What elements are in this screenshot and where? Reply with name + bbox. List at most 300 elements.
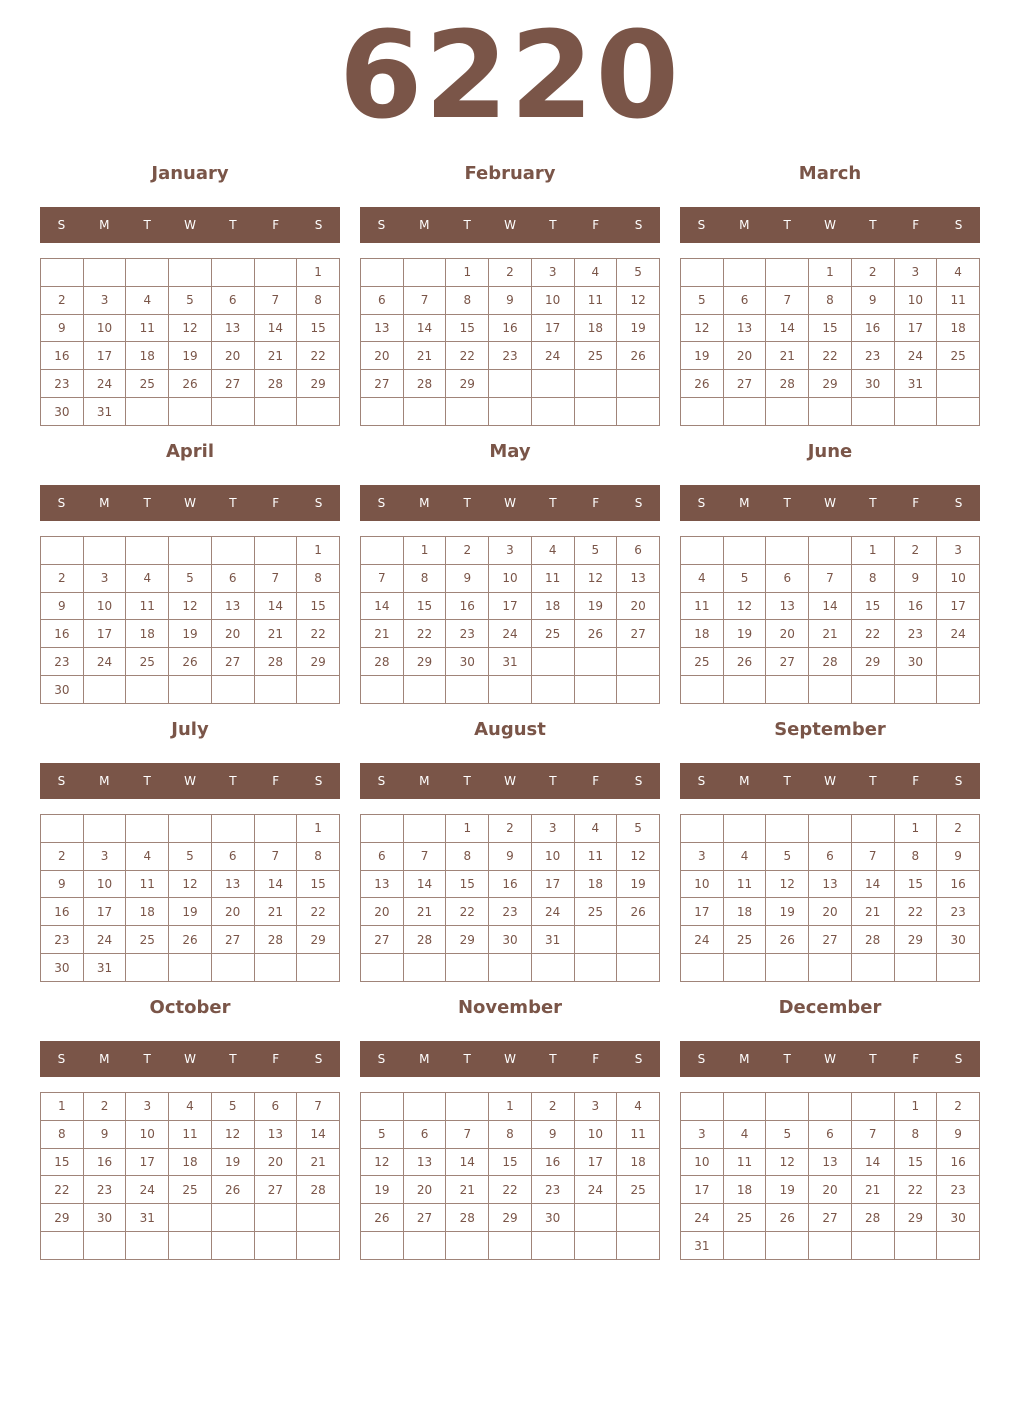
day-cell [937,370,980,398]
day-cell [211,676,254,704]
day-cell [809,815,852,843]
day-cell [403,398,446,426]
week-row [681,370,980,398]
day-cell: 22 [41,1176,84,1204]
day-cell: 4 [617,1093,660,1121]
weekday-header [360,485,660,521]
weekday-label: W [184,218,196,232]
day-cell: 28 [254,370,297,398]
day-cell: 15 [446,870,489,898]
day-cell: 26 [766,1204,809,1232]
day-cell: 18 [723,1176,766,1204]
weekday-label: F [912,774,920,788]
day-cell: 25 [169,1176,212,1204]
day-cell: 29 [446,370,489,398]
day-cell [211,259,254,287]
day-cell: 20 [361,898,404,926]
day-cell: 2 [41,842,84,870]
day-cell: 13 [766,592,809,620]
day-cell: 7 [446,1120,489,1148]
day-grid [680,814,980,982]
day-cell: 18 [531,592,574,620]
day-cell: 16 [41,342,84,370]
day-cell: 29 [297,926,340,954]
weekday-header [40,1041,340,1077]
day-cell: 8 [297,842,340,870]
day-cell: 30 [851,370,894,398]
week-row [41,1232,340,1260]
day-cell: 18 [126,620,169,648]
day-cell: 22 [297,620,340,648]
day-cell [617,1204,660,1232]
day-cell: 9 [41,314,84,342]
day-cell: 27 [361,370,404,398]
day-cell [681,1093,724,1121]
weekday-header [360,763,660,799]
day-cell [297,676,340,704]
weekday-label: T [463,496,471,510]
month-name: December [778,997,882,1018]
week-row [41,1120,340,1148]
day-cell: 7 [809,564,852,592]
day-cell: 5 [169,842,212,870]
weekday-label: F [912,1052,920,1066]
day-cell: 7 [403,286,446,314]
day-cell: 5 [681,286,724,314]
day-cell [254,1232,297,1260]
day-cell: 16 [41,620,84,648]
month-name: September [774,719,886,740]
week-row [681,1176,980,1204]
weekday-label: M [739,1052,750,1066]
day-cell: 7 [766,286,809,314]
day-cell: 13 [211,592,254,620]
week-row [681,1204,980,1232]
day-cell [574,1232,617,1260]
week-row [41,1176,340,1204]
day-cell: 18 [937,314,980,342]
day-cell [83,1232,126,1260]
week-row [41,842,340,870]
day-cell: 19 [766,1176,809,1204]
day-cell: 11 [681,592,724,620]
day-cell [617,954,660,982]
weekday-label: W [824,496,836,510]
day-cell: 21 [851,1176,894,1204]
day-cell [446,1232,489,1260]
day-cell [403,954,446,982]
day-cell: 23 [41,648,84,676]
day-cell [169,676,212,704]
day-cell: 24 [83,648,126,676]
weekday-label: W [504,774,516,788]
year-title: 6220 [339,7,681,146]
day-cell: 28 [809,648,852,676]
day-cell: 6 [211,564,254,592]
day-cell: 11 [723,870,766,898]
day-cell: 22 [851,620,894,648]
weekday-label: T [783,218,791,232]
day-cell: 19 [723,620,766,648]
day-cell: 12 [361,1148,404,1176]
day-cell: 6 [211,286,254,314]
week-row [361,537,660,565]
day-cell: 12 [681,314,724,342]
day-cell [211,954,254,982]
day-cell: 11 [574,842,617,870]
day-cell: 15 [297,314,340,342]
day-cell [681,259,724,287]
day-cell [489,676,532,704]
day-cell: 18 [681,620,724,648]
day-cell: 6 [403,1120,446,1148]
day-cell: 28 [403,926,446,954]
weekday-label: S [697,1052,706,1066]
day-cell: 3 [83,286,126,314]
week-row [681,1148,980,1176]
weekday-label: S [377,1052,386,1066]
day-cell: 8 [446,842,489,870]
day-cell: 9 [41,870,84,898]
weekday-label: S [954,1052,963,1066]
day-cell [169,1232,212,1260]
day-cell: 20 [211,620,254,648]
day-cell: 28 [851,1204,894,1232]
day-cell: 12 [617,842,660,870]
day-cell: 1 [403,537,446,565]
weekday-label: T [143,496,151,510]
day-cell [489,370,532,398]
day-cell [297,398,340,426]
week-row [361,1148,660,1176]
day-cell [83,815,126,843]
day-cell: 22 [297,342,340,370]
day-cell: 7 [254,842,297,870]
day-cell: 12 [574,564,617,592]
weekday-label: T [229,496,237,510]
day-cell: 3 [531,815,574,843]
week-row [681,648,980,676]
day-cell: 9 [894,564,937,592]
day-cell [169,398,212,426]
day-cell: 25 [723,1204,766,1232]
day-cell: 27 [403,1204,446,1232]
day-cell [41,1232,84,1260]
day-cell: 14 [403,870,446,898]
day-cell [766,537,809,565]
day-cell [169,259,212,287]
week-row [681,676,980,704]
day-cell: 10 [681,870,724,898]
day-cell [446,954,489,982]
day-cell [126,676,169,704]
day-cell: 18 [574,314,617,342]
weekday-label: S [697,774,706,788]
day-cell: 22 [809,342,852,370]
day-cell [681,954,724,982]
day-cell: 16 [83,1148,126,1176]
day-cell: 16 [894,592,937,620]
day-cell: 21 [254,620,297,648]
day-cell: 20 [617,592,660,620]
day-cell: 6 [361,842,404,870]
weekday-label: S [954,218,963,232]
weekday-label: S [634,218,643,232]
day-cell [681,815,724,843]
day-cell: 12 [766,870,809,898]
day-cell: 4 [169,1093,212,1121]
day-cell: 19 [211,1148,254,1176]
month-february [360,159,660,429]
day-cell [297,1204,340,1232]
week-row [41,398,340,426]
day-cell: 26 [361,1204,404,1232]
week-row [361,870,660,898]
weekday-label: W [184,774,196,788]
day-cell: 25 [574,342,617,370]
day-cell [574,954,617,982]
weekday-label: S [377,774,386,788]
day-cell: 9 [937,1120,980,1148]
day-cell [531,398,574,426]
day-cell: 11 [531,564,574,592]
day-cell: 12 [211,1120,254,1148]
day-cell: 27 [254,1176,297,1204]
day-cell: 20 [809,898,852,926]
day-cell: 9 [531,1120,574,1148]
week-row [41,676,340,704]
day-cell [851,1093,894,1121]
day-cell: 20 [211,342,254,370]
weekday-label: T [869,496,877,510]
day-grid [40,814,340,982]
day-cell: 4 [574,815,617,843]
weekday-header [680,763,980,799]
day-cell: 16 [489,314,532,342]
day-cell [723,259,766,287]
month-january [40,159,340,429]
day-cell [489,398,532,426]
day-cell: 3 [894,259,937,287]
day-cell [211,815,254,843]
day-cell: 21 [766,342,809,370]
day-cell [41,259,84,287]
day-cell: 27 [211,648,254,676]
day-cell [723,1232,766,1260]
weekday-label: S [57,496,66,510]
day-cell: 13 [361,870,404,898]
day-cell: 17 [83,898,126,926]
day-cell: 2 [851,259,894,287]
day-cell: 10 [681,1148,724,1176]
day-cell: 20 [766,620,809,648]
day-cell [681,676,724,704]
week-row [681,314,980,342]
day-cell [254,537,297,565]
day-cell: 23 [83,1176,126,1204]
month-june [680,437,980,707]
weekday-label: T [869,1052,877,1066]
weekday-label: M [99,496,110,510]
day-cell [809,954,852,982]
day-cell: 2 [937,815,980,843]
day-cell [83,537,126,565]
month-name: November [457,997,563,1018]
day-grid [40,1092,340,1260]
weekday-header [360,1041,660,1077]
weekday-label: T [143,774,151,788]
week-row [681,1232,980,1260]
day-cell [126,537,169,565]
day-cell: 15 [489,1148,532,1176]
week-row [681,342,980,370]
day-cell: 15 [446,314,489,342]
day-cell: 13 [809,870,852,898]
weekday-label: F [912,218,920,232]
week-row [41,1204,340,1232]
day-cell: 9 [489,286,532,314]
day-cell [169,815,212,843]
weekday-label: T [549,1052,557,1066]
day-cell: 4 [723,1120,766,1148]
day-cell: 5 [617,259,660,287]
day-cell: 12 [723,592,766,620]
weekday-label: F [592,774,600,788]
day-cell: 25 [723,926,766,954]
day-cell: 14 [254,314,297,342]
day-cell: 1 [297,815,340,843]
week-row [361,926,660,954]
weekday-label: S [634,496,643,510]
weekday-label: W [184,1052,196,1066]
day-cell: 25 [937,342,980,370]
day-cell: 14 [851,1148,894,1176]
day-cell: 2 [531,1093,574,1121]
day-cell: 14 [766,314,809,342]
day-cell: 23 [851,342,894,370]
day-cell: 2 [41,286,84,314]
day-cell: 27 [211,926,254,954]
day-cell: 10 [894,286,937,314]
day-cell: 22 [446,898,489,926]
day-cell: 10 [126,1120,169,1148]
day-cell: 5 [766,1120,809,1148]
week-row [681,898,980,926]
day-cell: 19 [617,870,660,898]
day-cell: 20 [403,1176,446,1204]
day-cell [531,1232,574,1260]
day-cell [617,1232,660,1260]
weekday-label: F [592,218,600,232]
day-cell: 3 [531,259,574,287]
day-cell: 24 [83,926,126,954]
day-cell: 28 [254,926,297,954]
day-cell [766,815,809,843]
day-cell: 24 [83,370,126,398]
day-cell: 29 [297,648,340,676]
day-grid [360,814,660,982]
day-cell: 22 [894,898,937,926]
day-cell: 30 [937,1204,980,1232]
weekday-label: T [869,774,877,788]
month-name: July [171,719,209,740]
day-cell: 10 [574,1120,617,1148]
week-row [41,620,340,648]
day-cell: 16 [446,592,489,620]
day-cell: 11 [126,314,169,342]
day-cell: 18 [574,870,617,898]
day-cell: 6 [617,537,660,565]
day-cell: 17 [126,1148,169,1176]
day-cell: 14 [254,870,297,898]
week-row [41,815,340,843]
day-cell: 18 [169,1148,212,1176]
day-cell: 9 [446,564,489,592]
weekday-label: S [314,218,323,232]
day-cell: 13 [617,564,660,592]
week-row [361,314,660,342]
day-cell: 26 [617,342,660,370]
day-cell [489,1232,532,1260]
day-cell: 8 [446,286,489,314]
day-cell: 23 [446,620,489,648]
day-cell: 31 [489,648,532,676]
day-cell [403,815,446,843]
day-cell: 4 [723,842,766,870]
day-cell: 8 [297,286,340,314]
day-cell: 5 [211,1093,254,1121]
day-cell [809,1232,852,1260]
week-row [41,286,340,314]
week-row [41,314,340,342]
week-row [681,259,980,287]
week-row [41,537,340,565]
month-december [680,993,980,1263]
day-cell: 23 [489,342,532,370]
day-cell: 29 [809,370,852,398]
day-cell: 19 [361,1176,404,1204]
day-cell: 10 [83,314,126,342]
day-cell [254,259,297,287]
day-cell: 10 [83,592,126,620]
day-cell: 10 [937,564,980,592]
day-cell: 9 [937,842,980,870]
day-cell [809,676,852,704]
day-cell: 31 [83,954,126,982]
month-july [40,715,340,985]
day-cell [361,1232,404,1260]
day-cell: 14 [403,314,446,342]
day-cell [297,954,340,982]
day-cell: 30 [446,648,489,676]
day-cell [169,537,212,565]
day-cell: 20 [254,1148,297,1176]
day-cell: 8 [894,842,937,870]
day-cell: 7 [403,842,446,870]
day-cell: 22 [403,620,446,648]
month-name: June [807,441,853,462]
week-row [41,592,340,620]
week-row [361,1120,660,1148]
weekday-label: S [57,218,66,232]
day-cell [809,398,852,426]
week-row [361,954,660,982]
day-cell: 2 [83,1093,126,1121]
week-row [361,592,660,620]
day-cell [574,370,617,398]
day-cell: 28 [766,370,809,398]
day-cell: 20 [809,1176,852,1204]
